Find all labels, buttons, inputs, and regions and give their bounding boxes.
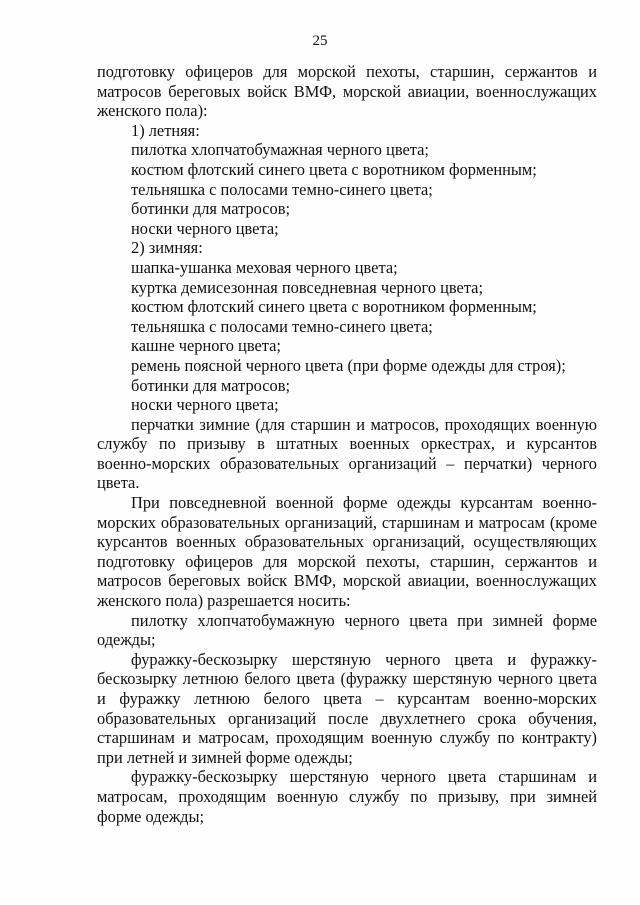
list-item: ботинки для матросов; bbox=[131, 199, 291, 219]
list-item: носки черного цвета; bbox=[131, 218, 279, 238]
list-item: куртка демисезонная повседневная черного цвета; bbox=[131, 277, 484, 297]
paragraph: фуражку-бескозырку шерстяную черного цвета и фуражку-бескозырку летнюю белого цвета (фуражку шерстяную черного цвета и фуражку летнюю белого цвета – курсантам военно-морских образовательных организаций после двухлетнего срока обучения, старшинам и матросам, проходящим военную службу по контракту) при летней и зимней форме одежды; bbox=[97, 649, 597, 767]
paragraph: перчатки зимние (для старшин и матросов, проходящих военную службу по призыву в штатных военных оркестрах, и курсантов военно-морских образовательных организаций – перчатки) черного цвета. bbox=[97, 414, 597, 493]
list-item: кашне черного цвета; bbox=[131, 336, 281, 356]
list-item: ремень поясной черного цвета (при форме одежды для строя); bbox=[131, 355, 566, 375]
list-item: носки черного цвета; bbox=[131, 395, 279, 415]
list-item: 1) летняя: bbox=[131, 120, 200, 140]
paragraph: При повседневной военной форме одежды курсантам военно-морских образовательных организаций, старшинам и матросам (кроме курсантов военных образовательных организаций, осуществляющих подготовку офицеров для морской пехоты, старшин, сержантов и матросов береговых войск ВМФ, морской авиации, военнослужащих женского пола) разрешается носить: bbox=[97, 493, 597, 611]
list-item: тельняшка с полосами темно-синего цвета; bbox=[131, 179, 433, 199]
page-number: 25 bbox=[312, 33, 328, 49]
list-item: тельняшка с полосами темно-синего цвета; bbox=[131, 316, 433, 336]
paragraph: фуражку-бескозырку шерстяную черного цвета старшинам и матросам, проходящим военную службу по призыву, при зимней форме одежды; bbox=[97, 767, 597, 826]
list-item: 2) зимняя: bbox=[131, 238, 203, 258]
paragraph: подготовку офицеров для морской пехоты, старшин, сержантов и матросов береговых войск ВМФ, морской авиации, военнослужащих женского пола): bbox=[97, 62, 597, 121]
list-item: костюм флотский синего цвета с воротником форменным; bbox=[131, 159, 537, 179]
paragraph: пилотку хлопчатобумажную черного цвета при зимней форме одежды; bbox=[97, 610, 597, 650]
list-item: шапка-ушанка меховая черного цвета; bbox=[131, 257, 398, 277]
list-item: пилотка хлопчатобумажная черного цвета; bbox=[131, 140, 429, 160]
list-item: ботинки для матросов; bbox=[131, 375, 291, 395]
list-item: костюм флотский синего цвета с воротником форменным; bbox=[131, 297, 537, 317]
document-body bbox=[97, 62, 597, 826]
